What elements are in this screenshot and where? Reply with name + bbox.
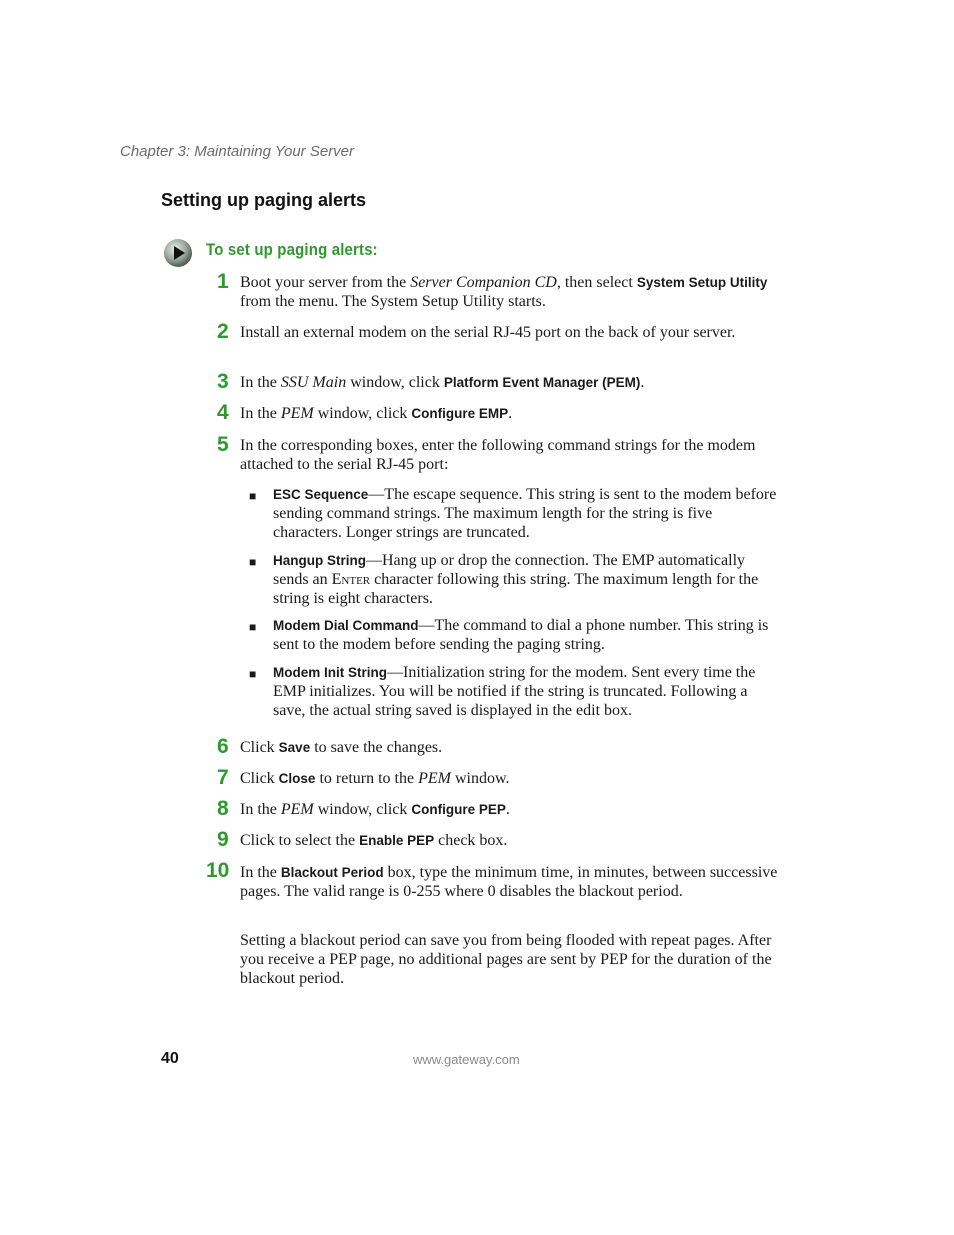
step-number: 3: [217, 370, 229, 393]
bullet-marker: ■: [249, 620, 257, 634]
running-header: Chapter 3: Maintaining Your Server: [120, 143, 355, 160]
step-number: 7: [217, 766, 229, 789]
step-text: Click Close to return to the PEM window.: [240, 770, 510, 787]
bullet-marker: ■: [249, 489, 257, 503]
note-paragraph: Setting a blackout period can save you from being flooded with repeat pages. After you receive a PEP page, no additional pages are sent by PEP for the duration of the blackout period.: [240, 932, 772, 987]
step-text: In the SSU Main window, click Platform Event Manager (PEM).: [240, 374, 645, 391]
step-text: In the PEM window, click Configure PEP.: [240, 801, 510, 818]
bullet-text: Modem Init String—Initialization string for the modem. Sent every time the EMP initializes. You will be notified if the string is truncated. Following a save, the actual string saved is displayed in the edit box.: [273, 664, 756, 719]
step-number: 9: [217, 828, 229, 851]
bullet-marker: ■: [249, 555, 257, 569]
step-number: 10: [206, 859, 230, 882]
bullet-text: Modem Dial Command—The command to dial a phone number. This string is sent to the modem before sending the paging string.: [273, 617, 769, 653]
bullet-text: ESC Sequence—The escape sequence. This string is sent to the modem before sending command strings. The maximum length for the string is five characters. Longer strings are truncated.: [273, 486, 777, 541]
bullet-marker: ■: [249, 667, 257, 681]
step-text: Click Save to save the changes.: [240, 739, 443, 756]
step-text: In the Blackout Period box, type the minimum time, in minutes, between successive pages. The valid range is 0-255 where 0 disables the blackout period.: [240, 864, 778, 900]
arrow-play-icon: [163, 238, 193, 268]
step-text: In the corresponding boxes, enter the following command strings for the modem attached to the serial RJ-45 port:: [240, 437, 756, 473]
bullet-text: Hangup String—Hang up or drop the connection. The EMP automatically sends an Enter character following this string. The maximum length for the string is eight characters.: [273, 552, 759, 607]
procedure-title: To set up paging alerts:: [206, 240, 378, 259]
step-number: 8: [217, 797, 229, 820]
footer-url[interactable]: www.gateway.com: [413, 1052, 520, 1067]
step-number: 4: [217, 401, 229, 424]
page-number: 40: [161, 1050, 179, 1067]
step-text: Click to select the Enable PEP check box.: [240, 832, 508, 849]
step-text: Install an external modem on the serial RJ-45 port on the back of your server.: [240, 324, 736, 341]
step-number: 1: [217, 270, 229, 293]
step-number: 2: [217, 320, 229, 343]
step-text: Boot your server from the Server Companion CD, then select System Setup Utility from the menu. The System Setup Utility starts.: [240, 274, 768, 310]
section-title: Setting up paging alerts: [161, 190, 367, 210]
step-number: 6: [217, 735, 229, 758]
step-text: In the PEM window, click Configure EMP.: [240, 405, 513, 422]
step-number: 5: [217, 433, 229, 456]
